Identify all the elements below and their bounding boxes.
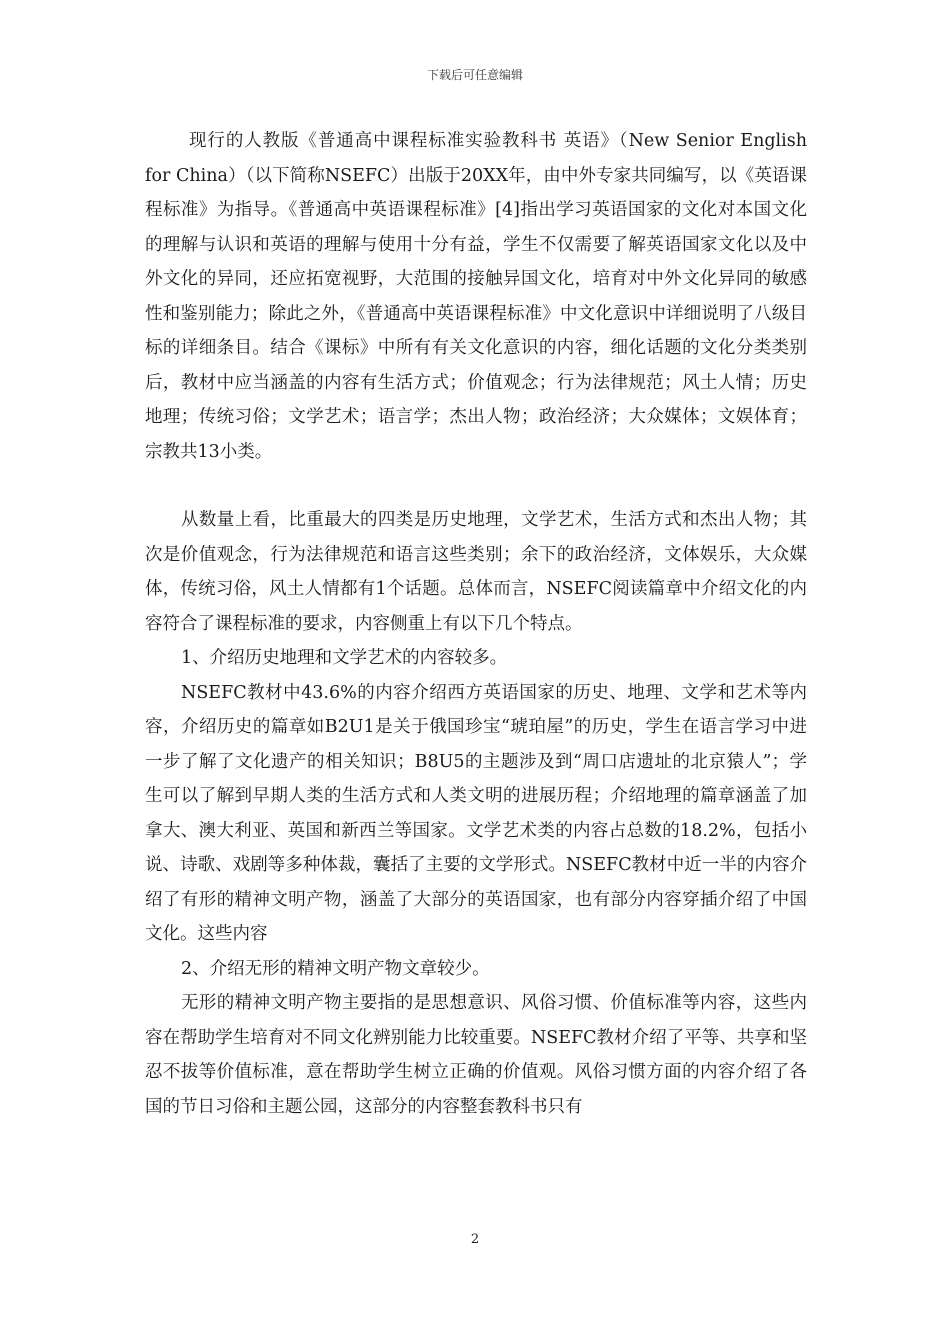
paragraph-intangible: 无形的精神文明产物主要指的是思想意识、风俗习惯、价值标准等内容，这些内容在帮助学生培育对不同文化辨别能力比较重要。NSEFC教材介绍了平等、共享和坚忍不拔等价值标准，意在帮助学生树立正确的价值观。风俗习惯方面的内容介绍了各国的节日习俗和主题公园，这部分的内容整套教科书只有	[145, 993, 807, 1117]
paragraph-history-geography: NSEFC教材中43.6%的内容介绍西方英语国家的历史、地理、文学和艺术等内容，介绍历史的篇章如B2U1是关于俄国珍宝“琥珀屋”的历史，学生在语言学习中进一步了解了文化遗产的相关知识；B8U5的主题涉及到“周口店遗址的北京猿人”；学生可以了解到早期人类的生活方式和人类文明的进展历程；介绍地理的篇章涵盖了加拿大、澳大利亚、英国和新西兰等国家。文学艺术类的内容占总数的18.2%，包括小说、诗歌、戏剧等多种体裁，囊括了主要的文学形式。NSEFC教材中近一半的内容介绍了有形的精神文明产物，涵盖了大部分的英语国家，也有部分内容穿插介绍了中国文化。这些内容	[145, 682, 807, 944]
paragraph-spacer	[145, 469, 807, 503]
section-heading-2: 2、介绍无形的精神文明产物文章较少。	[181, 958, 490, 979]
paragraph-intro: 现行的人教版《普通高中课程标准实验教科书 英语》（New Senior English for China）（以下简称NSEFC）出版于20XX年，由中外专家共同编写，以《英语课程标准》为指导。《普通高中英语课程标准》[4]指出学习英语国家的文化对本国文化的理解与认识和英语的理解与使用十分有益，学生不仅需要了解英语国家文化以及中外文化的异同，还应拓宽视野，大范围的接触异国文化，培育对中外文化异同的敏感性和鉴别能力；除此之外，《普通高中英语课程标准》中文化意识中详细说明了八级目标的详细条目。结合《课标》中所有有关文化意识的内容，细化话题的文化分类类别后，教材中应当涵盖的内容有生活方式；价值观念；行为法律规范；风土人情；历史地理；传统习俗；文学艺术；语言学；杰出人物；政治经济；大众媒体；文娱体育；宗教共13小类。	[145, 131, 807, 462]
page-number: 2	[470, 1232, 480, 1247]
section-heading-1: 1、介绍历史地理和文学艺术的内容较多。	[181, 648, 508, 668]
paragraph-quantity: 从数量上看，比重最大的四类是历史地理，文学艺术，生活方式和杰出人物；其次是价值观念，行为法律规范和语言这些类别；余下的政治经济，文体娱乐，大众媒体，传统习俗，风土人情都有1个话题。总体而言，NSEFC阅读篇章中介绍文化的内容符合了课程标准的要求，内容侧重上有以下几个特点。	[145, 510, 807, 634]
document-body	[145, 124, 807, 1124]
page-header: 下载后可任意编辑	[426, 68, 523, 82]
